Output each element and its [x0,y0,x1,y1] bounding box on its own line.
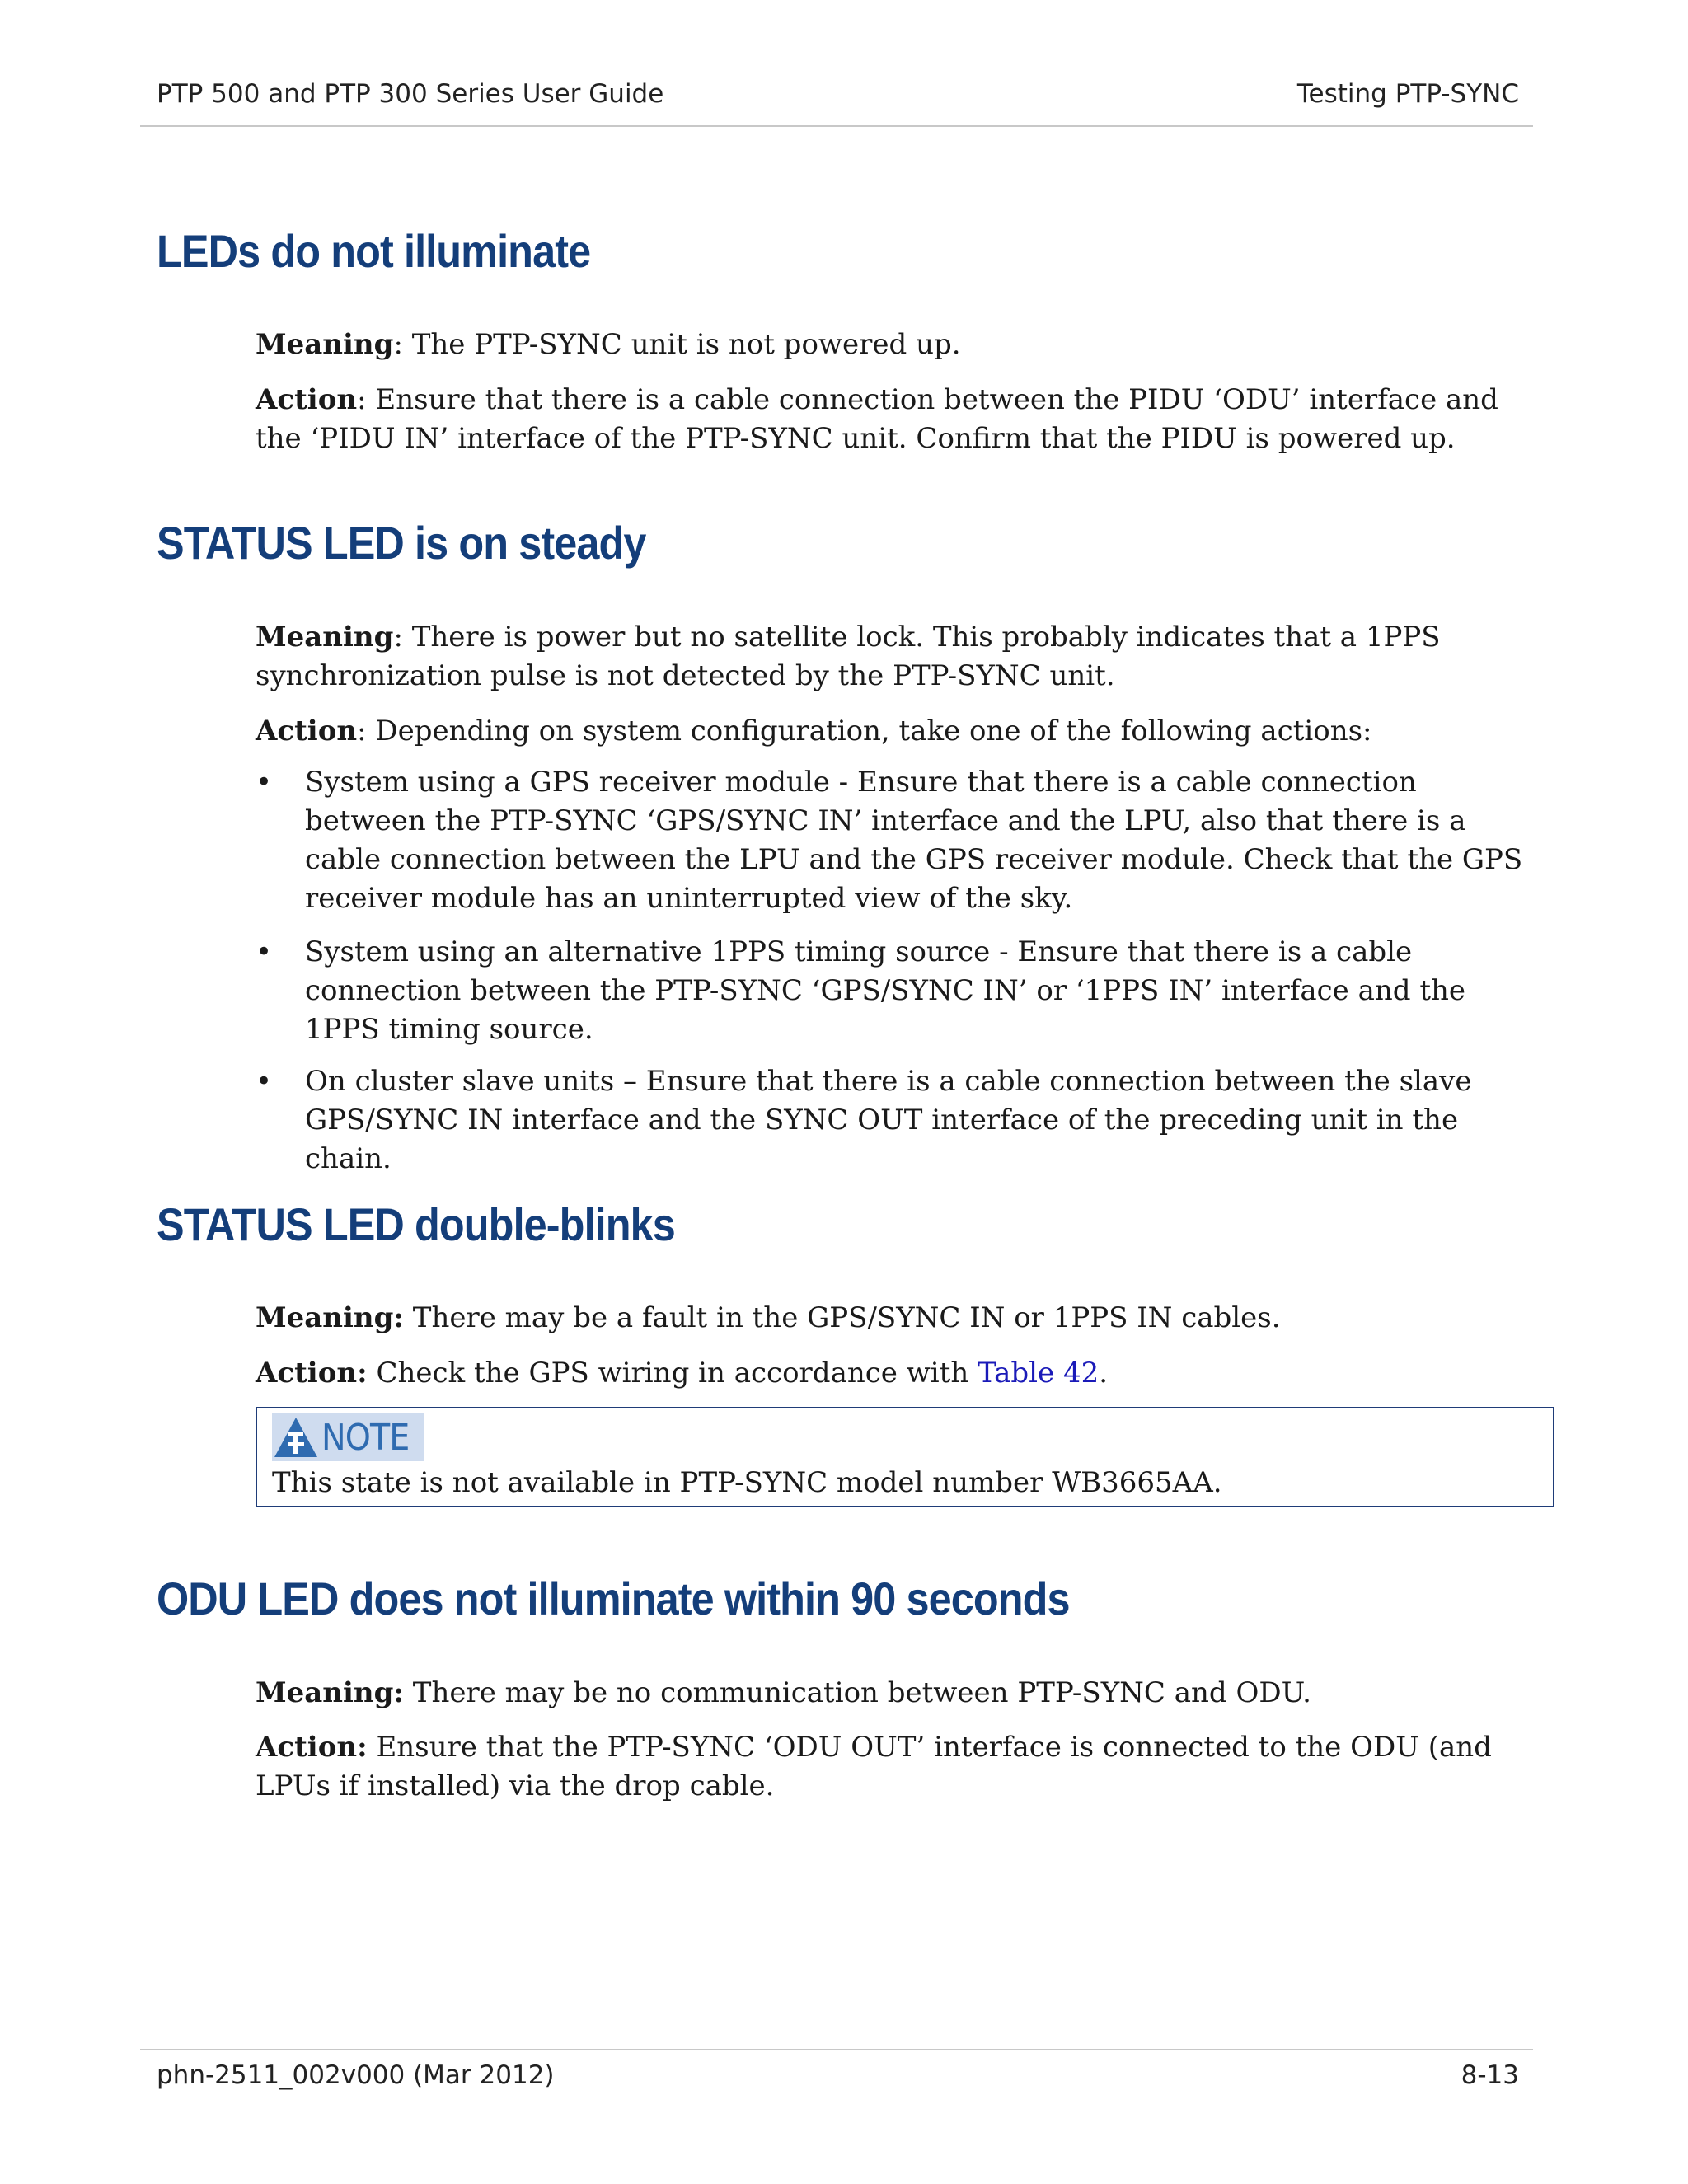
header-rule [140,125,1533,127]
heading-leds-not-illuminate: LEDs do not illuminate [157,225,591,277]
bullet-dot: • [256,935,273,968]
action-text: Check the GPS wiring in accordance with [367,1357,978,1390]
section3-meaning [256,1299,1541,1338]
action-label: Action [256,383,358,416]
heading-odu-led-not-illuminate: ODU LED does not illuminate within 90 seconds [157,1572,1070,1624]
meaning-text: : There is power but no satellite lock. This probably indicates that a 1PPS synchronization pulse is not detected by the PTP-SYNC unit. [256,621,1441,692]
footer-rule [140,2049,1533,2050]
bullet-dot: • [256,766,273,799]
page-number: 8-13 [1461,2060,1519,2090]
section2-meaning [256,618,1541,696]
meaning-label: Meaning: [256,1676,404,1709]
meaning-label: Meaning [256,621,394,654]
note-word: NOTE [321,1416,410,1459]
running-header-title: PTP 500 and PTP 300 Series User Guide [157,79,664,109]
action-text: Ensure that the PTP-SYNC ‘ODU OUT’ interface is connected to the ODU (and LPUs if installed) via the drop cable. [256,1731,1492,1802]
action-label: Action [256,715,358,748]
heading-status-led-double-blinks: STATUS LED double-blinks [157,1198,675,1250]
section3-action [256,1354,1541,1393]
bullet-text: System using a GPS receiver module - Ensure that there is a cable connection between the PTP-SYNC ‘GPS/SYNC IN’ interface and the LPU, also that there is a cable connection between the LPU and the GPS receiver module. Check that the GPS receiver module has an uninterrupted view of the sky. [305,766,1523,915]
bullet-text: On cluster slave units – Ensure that there is a cable connection between the slave GPS/SYNC IN interface and the SYNC OUT interface of the preceding unit in the chain. [305,1065,1472,1175]
footer-doc-id: phn-2511_002v000 (Mar 2012) [157,2060,555,2090]
running-header-section: Testing PTP-SYNC [1296,79,1519,109]
meaning-label: Meaning: [256,1301,404,1334]
action-text: : Depending on system configuration, take one of the following actions: [357,715,1372,748]
note-warning-icon [272,1415,320,1460]
table-42-link[interactable]: Table 42 [978,1357,1100,1390]
note-box [256,1407,1554,1507]
section2-action [256,712,1541,751]
meaning-text: There may be a fault in the GPS/SYNC IN or 1PPS IN cables. [403,1301,1281,1334]
meaning-text: : The PTP-SYNC unit is not powered up. [393,328,961,361]
section1-action [256,381,1541,458]
note-text: This state is not available in PTP-SYNC model number WB3665AA. [272,1466,1222,1499]
bullet-item [256,933,1541,1049]
bullet-item [256,1062,1541,1179]
section1-meaning [256,326,1541,364]
heading-status-led-steady: STATUS LED is on steady [157,517,646,569]
bullet-dot: • [256,1065,273,1098]
section4-meaning [256,1674,1541,1713]
action-text: : Ensure that there is a cable connection between the PIDU ‘ODU’ interface and the ‘PIDU IN’ interface of the PTP-SYNC unit. Confirm that the PIDU is powered up. [256,383,1498,455]
meaning-text: There may be no communication between PTP-SYNC and ODU. [403,1676,1311,1709]
bullet-item [256,763,1541,918]
bullet-text: System using an alternative 1PPS timing source - Ensure that there is a cable connection between the PTP-SYNC ‘GPS/SYNC IN’ or ‘1PPS IN’ interface and the 1PPS timing source. [305,935,1466,1046]
section4-action [256,1728,1541,1806]
note-label [272,1413,424,1461]
action-label: Action: [256,1731,368,1764]
meaning-label: Meaning [256,328,394,361]
action-label: Action: [256,1357,368,1390]
action-tail: . [1099,1357,1109,1390]
